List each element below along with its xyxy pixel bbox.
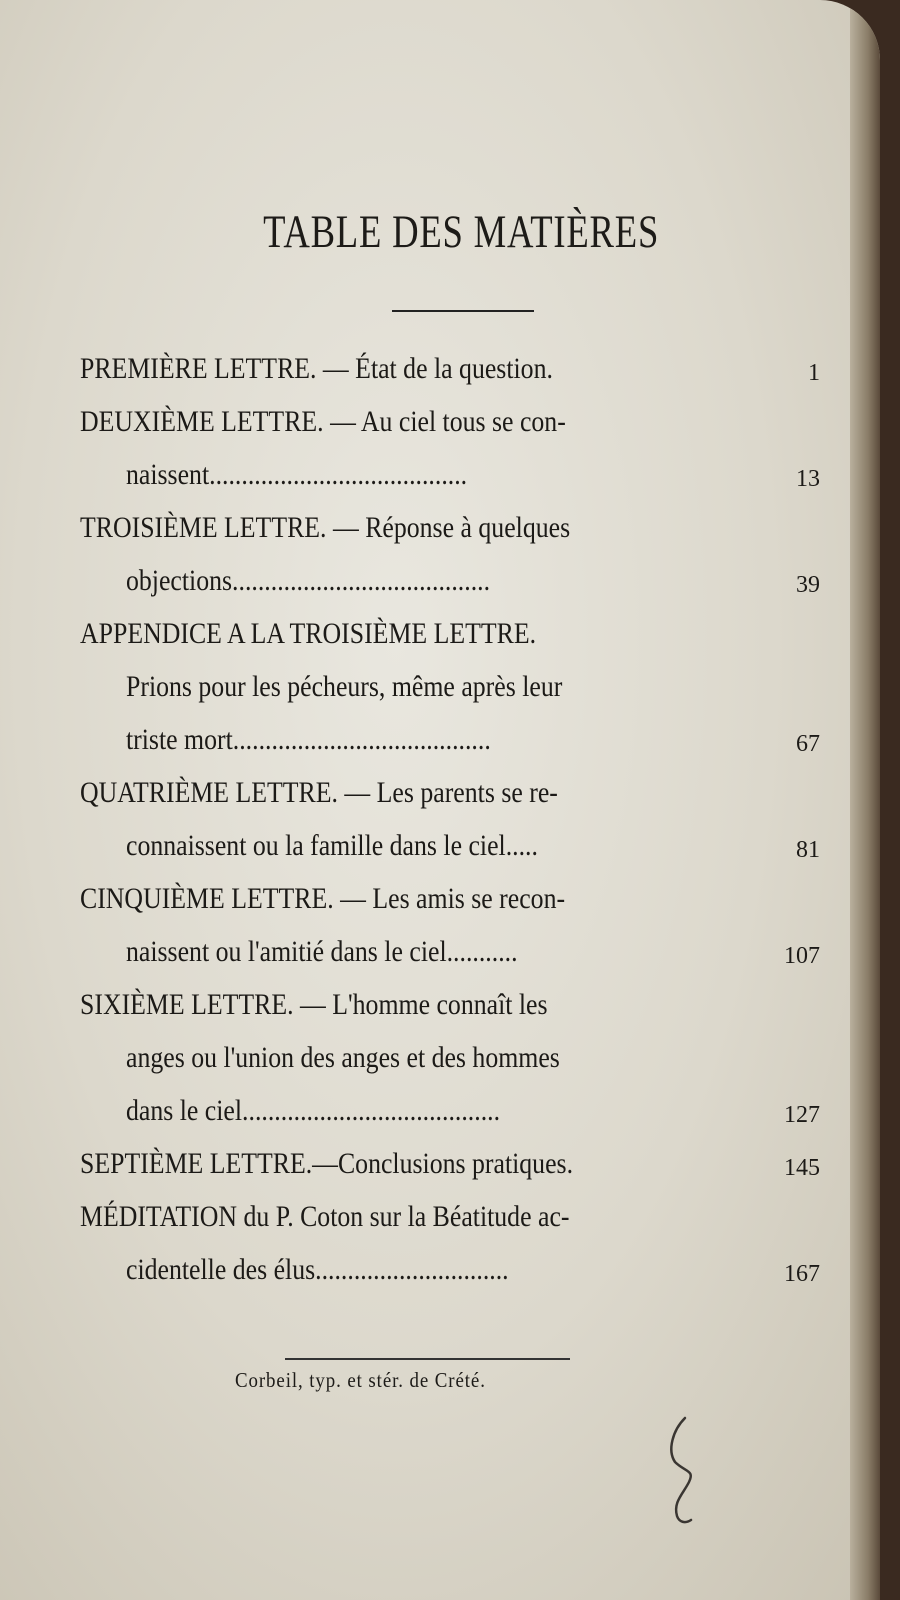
toc-entry-2-cont (80, 458, 820, 511)
toc-entry-1 (80, 352, 820, 405)
toc-line: TROISIÈME LETTRE. — Réponse à quelques (80, 511, 571, 544)
toc-line: QUATRIÈME LETTRE. — Les parents se re- (80, 776, 558, 809)
toc-entry-6 (80, 882, 820, 935)
toc-entry-7-cont2 (80, 1094, 820, 1147)
toc-entry-4 (80, 617, 820, 670)
page-number: 1 (808, 360, 820, 386)
toc-entry-5-cont (80, 829, 820, 882)
page-number: 13 (796, 466, 820, 492)
toc-entry-2 (80, 405, 820, 458)
toc-entry-3-cont (80, 564, 820, 617)
toc-line: objections........................................ (126, 564, 491, 597)
printer-imprint: Corbeil, typ. et stér. de Crété. (235, 1368, 486, 1392)
toc-entry-5 (80, 776, 820, 829)
toc-entry-4-cont2 (80, 723, 820, 776)
page-number: 67 (796, 731, 820, 757)
toc-line: Prions pour les pécheurs, même après leur (126, 670, 563, 703)
toc-line: APPENDICE A LA TROISIÈME LETTRE. (80, 617, 537, 650)
page-number: 39 (796, 572, 820, 598)
footer-rule (285, 1358, 570, 1360)
toc-entry-9 (80, 1200, 820, 1253)
page-number: 127 (784, 1102, 820, 1128)
toc-entry-7 (80, 988, 820, 1041)
toc-line: triste mort........................................ (126, 723, 491, 756)
page-title: TABLE DES MATIÈRES (263, 206, 660, 258)
table-of-contents (80, 352, 820, 1306)
toc-entry-3 (80, 511, 820, 564)
handwritten-mark (655, 1410, 715, 1530)
toc-line: CINQUIÈME LETTRE. — Les amis se recon- (80, 882, 566, 915)
toc-entry-9-cont (80, 1253, 820, 1306)
page-number: 167 (784, 1261, 820, 1287)
toc-line: MÉDITATION du P. Coton sur la Béatitude ac- (80, 1200, 570, 1233)
toc-entry-7-cont (80, 1041, 820, 1094)
toc-line: dans le ciel........................................ (126, 1094, 501, 1127)
toc-line: naissent ou l'amitié dans le ciel........... (126, 935, 518, 968)
toc-entry-4-cont (80, 670, 820, 723)
page-number: 145 (784, 1155, 820, 1181)
toc-entry-6-cont (80, 935, 820, 988)
toc-line: SEPTIÈME LETTRE.—Conclusions pratiques. (80, 1147, 574, 1180)
page-number: 81 (796, 837, 820, 863)
toc-line: SIXIÈME LETTRE. — L'homme connaît les (80, 988, 548, 1021)
toc-line: cidentelle des élus.............................. (126, 1253, 509, 1286)
toc-line: connaissent ou la famille dans le ciel..... (126, 829, 538, 862)
title-rule (392, 310, 534, 312)
toc-line: PREMIÈRE LETTRE. — État de la question. (80, 352, 553, 385)
page-edge (850, 0, 880, 1600)
toc-line: DEUXIÈME LETTRE. — Au ciel tous se con- (80, 405, 566, 438)
toc-line: anges ou l'union des anges et des hommes (126, 1041, 560, 1074)
toc-line: naissent........................................ (126, 458, 468, 491)
toc-entry-8 (80, 1147, 820, 1200)
page-number: 107 (784, 943, 820, 969)
